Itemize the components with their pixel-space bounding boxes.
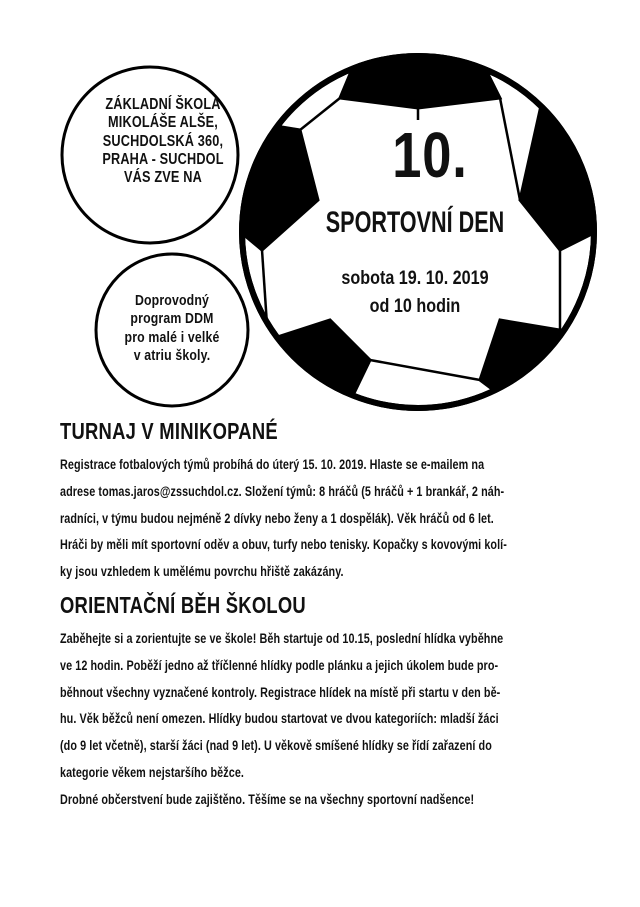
section-paragraph <box>60 452 590 586</box>
program-line: program DDM <box>130 310 214 328</box>
event-number: 10. <box>392 119 468 191</box>
paragraph-line: běhnout všechny vyznačené kontroly. Registrace hlídek na místě při startu v den bě- <box>60 684 501 700</box>
paragraph-line: hu. Věk běžců není omezen. Hlídky budou startovat ve dvou kategoriích: mladší žáci <box>60 711 499 727</box>
document-body <box>60 418 590 820</box>
paragraph-line: Zaběhejte si a zorientujte se ve škole! Běh startuje od 10.15, poslední hlídka vyběhne <box>60 630 504 646</box>
section-paragraph <box>60 626 590 814</box>
event-title: SPORTOVNÍ DEN <box>325 206 505 239</box>
school-line: ZÁKLADNÍ ŠKOLA <box>105 96 221 113</box>
program-line: v atriu školy. <box>133 346 211 364</box>
school-line: SUCHDOLSKÁ 360, <box>102 132 224 150</box>
school-line: PRAHA - SUCHDOL <box>102 150 224 168</box>
paragraph-line: Registrace fotbalových týmů probíhá do úterý 15. 10. 2019. Hlaste se e-mailem na <box>60 457 485 472</box>
paragraph-line: (do 9 let včetně), starší žáci (nad 9 let). U věkově smíšené hlídky se řídí zařazení do <box>60 738 492 754</box>
paragraph-line: Drobné občerstvení bude zajištěno. Těšíme se na všechny sportovní nadšence! <box>60 791 475 807</box>
section-heading: ORIENTAČNÍ BĚH ŠKOLOU <box>60 591 306 618</box>
paragraph-line: ve 12 hodin. Poběží jedno až tříčlenné hlídky podle plánku a jejich úkolem bude pro- <box>60 657 499 673</box>
program-line: Doprovodný <box>134 292 210 309</box>
paragraph-line: Hráči by měli mít sportovní oděv a obuv, turfy nebo tenisky. Kopačky s kovovými kolí- <box>60 537 507 553</box>
school-line: VÁS ZVE NA <box>124 169 202 187</box>
event-date: sobota 19. 10. 2019 <box>341 268 489 289</box>
school-invitation <box>93 96 232 187</box>
paragraph-line: kategorie věkem nejstaršího běžce. <box>60 764 245 780</box>
paragraph-line: ky jsou vzhledem k umělému povrchu hřiště zakázány. <box>60 564 344 580</box>
paragraph-line: radníci, v týmu budou nejméně 2 dívky nebo ženy a 1 dospělák). Věk hráčů od 6 let. <box>60 510 494 526</box>
section-heading: TURNAJ V MINIKOPANÉ <box>60 418 278 444</box>
program-note <box>115 292 230 365</box>
event-time: od 10 hodin <box>369 296 461 317</box>
paragraph-line: adrese tomas.jaros@zssuchdol.cz. Složení týmů: 8 hráčů (5 hráčů + 1 brankář, 2 náh- <box>60 483 505 499</box>
school-line: MIKOLÁŠE ALŠE, <box>108 114 218 132</box>
program-line: pro malé i velké <box>124 328 220 346</box>
